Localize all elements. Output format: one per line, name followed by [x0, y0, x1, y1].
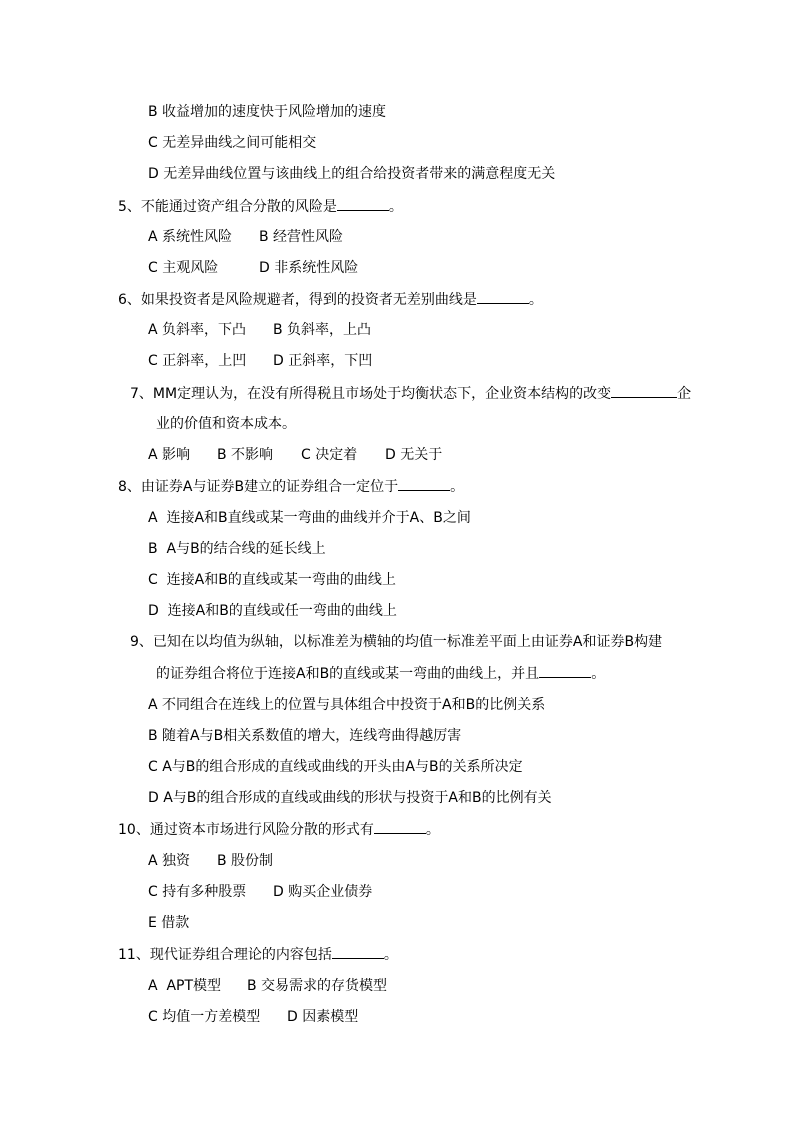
answer-blank	[539, 663, 591, 678]
option: D 因素模型	[287, 1009, 359, 1025]
option: B 不影响	[217, 447, 274, 463]
option: B 负斜率，上凸	[273, 322, 372, 338]
question-end: 。	[450, 479, 465, 495]
question-8	[118, 476, 464, 496]
answer-blank	[332, 944, 384, 959]
question-7	[130, 383, 691, 403]
option-row	[0, 445, 794, 465]
option-line: A 不同组合在连线上的位置与具体组合中投资于A和B的比例关系	[148, 697, 546, 713]
option: B 交易需求的存货模型	[247, 978, 388, 994]
question-stem: 11、现代证券组合理论的内容包括	[118, 947, 332, 963]
option: A 负斜率，下凸	[148, 322, 247, 338]
question-continuation: 业的价值和资本成本。	[156, 416, 296, 432]
option: A 独资	[148, 853, 191, 869]
option-line: C 无差异曲线之间可能相交	[148, 135, 317, 151]
answer-blank	[398, 476, 450, 491]
question-9: 9、已知在以均值为纵轴，以标准差为横轴的均值一标准差平面上由证券A和证券B构建	[130, 634, 663, 650]
question-continuation	[156, 663, 605, 683]
answer-blank	[611, 383, 677, 398]
question-stem: 的证券组合将位于连接A和B的直线或某一弯曲的曲线上，并且	[156, 666, 540, 682]
question-end: 。	[383, 947, 398, 963]
question-6	[118, 289, 543, 309]
option: C 均值一方差模型	[148, 1009, 261, 1025]
question-stem: 5、不能通过资产组合分散的风险是	[118, 199, 337, 215]
option-line: B A与B的结合线的延长线上	[148, 541, 326, 557]
answer-blank	[374, 819, 426, 834]
option-line: B 随着A与B相关系数值的增大，连线弯曲得越厉害	[148, 728, 462, 744]
question-end: 。	[591, 666, 606, 682]
option: B 股份制	[217, 853, 274, 869]
option-line: A 连接A和B直线或某一弯曲的曲线并介于A、B之间	[148, 510, 471, 526]
question-end: 。	[425, 822, 440, 838]
option: C 持有多种股票	[148, 884, 247, 900]
question-stem: 6、如果投资者是风险规避者，得到的投资者无差别曲线是	[118, 292, 477, 308]
option: C 决定着	[301, 447, 358, 463]
option-row	[0, 320, 794, 340]
option: A APT模型	[148, 978, 222, 994]
option-row	[0, 882, 794, 902]
option-row	[0, 976, 794, 996]
question-end: 企	[677, 386, 692, 402]
question-end: 。	[528, 292, 543, 308]
option-line: C A与B的组合形成的直线或曲线的开头由A与B的关系所决定	[148, 759, 523, 775]
option-line: D 连接A和B的直线或任一弯曲的曲线上	[148, 603, 397, 619]
option-row	[0, 1007, 794, 1027]
option-row	[0, 351, 794, 371]
option-row	[0, 258, 794, 278]
option: B 经营性风险	[259, 229, 344, 245]
option-line: E 借款	[148, 915, 190, 931]
option: D 非系统性风险	[259, 260, 359, 276]
option-line: C 连接A和B的直线或某一弯曲的曲线上	[148, 572, 396, 588]
question-11	[118, 944, 398, 964]
answer-blank	[477, 289, 529, 304]
answer-blank	[337, 196, 389, 211]
option: D 无关于	[385, 447, 443, 463]
option-line: D A与B的组合形成的直线或曲线的形状与投资于A和B的比例有关	[148, 790, 552, 806]
option: C 正斜率，上凹	[148, 353, 247, 369]
question-stem: 10、通过资本市场进行风险分散的形式有	[118, 822, 374, 838]
question-stem: 8、由证券A与证券B建立的证券组合一定位于	[118, 479, 399, 495]
question-stem: 7、MM定理认为，在没有所得税且市场处于均衡状态下，企业资本结构的改变	[130, 386, 612, 402]
question-5	[118, 196, 403, 216]
option-line: B 收益增加的速度快于风险增加的速度	[148, 104, 387, 120]
option-line: D 无差异曲线位置与该曲线上的组合给投资者带来的满意程度无关	[148, 166, 556, 182]
question-end: 。	[388, 199, 403, 215]
option-row	[0, 851, 794, 871]
option: A 影响	[148, 447, 191, 463]
option-row	[0, 227, 794, 247]
question-10	[118, 819, 440, 839]
option: C 主观风险	[148, 260, 219, 276]
option: D 正斜率，下凹	[273, 353, 373, 369]
option: D 购买企业债券	[273, 884, 373, 900]
option: A 系统性风险	[148, 229, 233, 245]
